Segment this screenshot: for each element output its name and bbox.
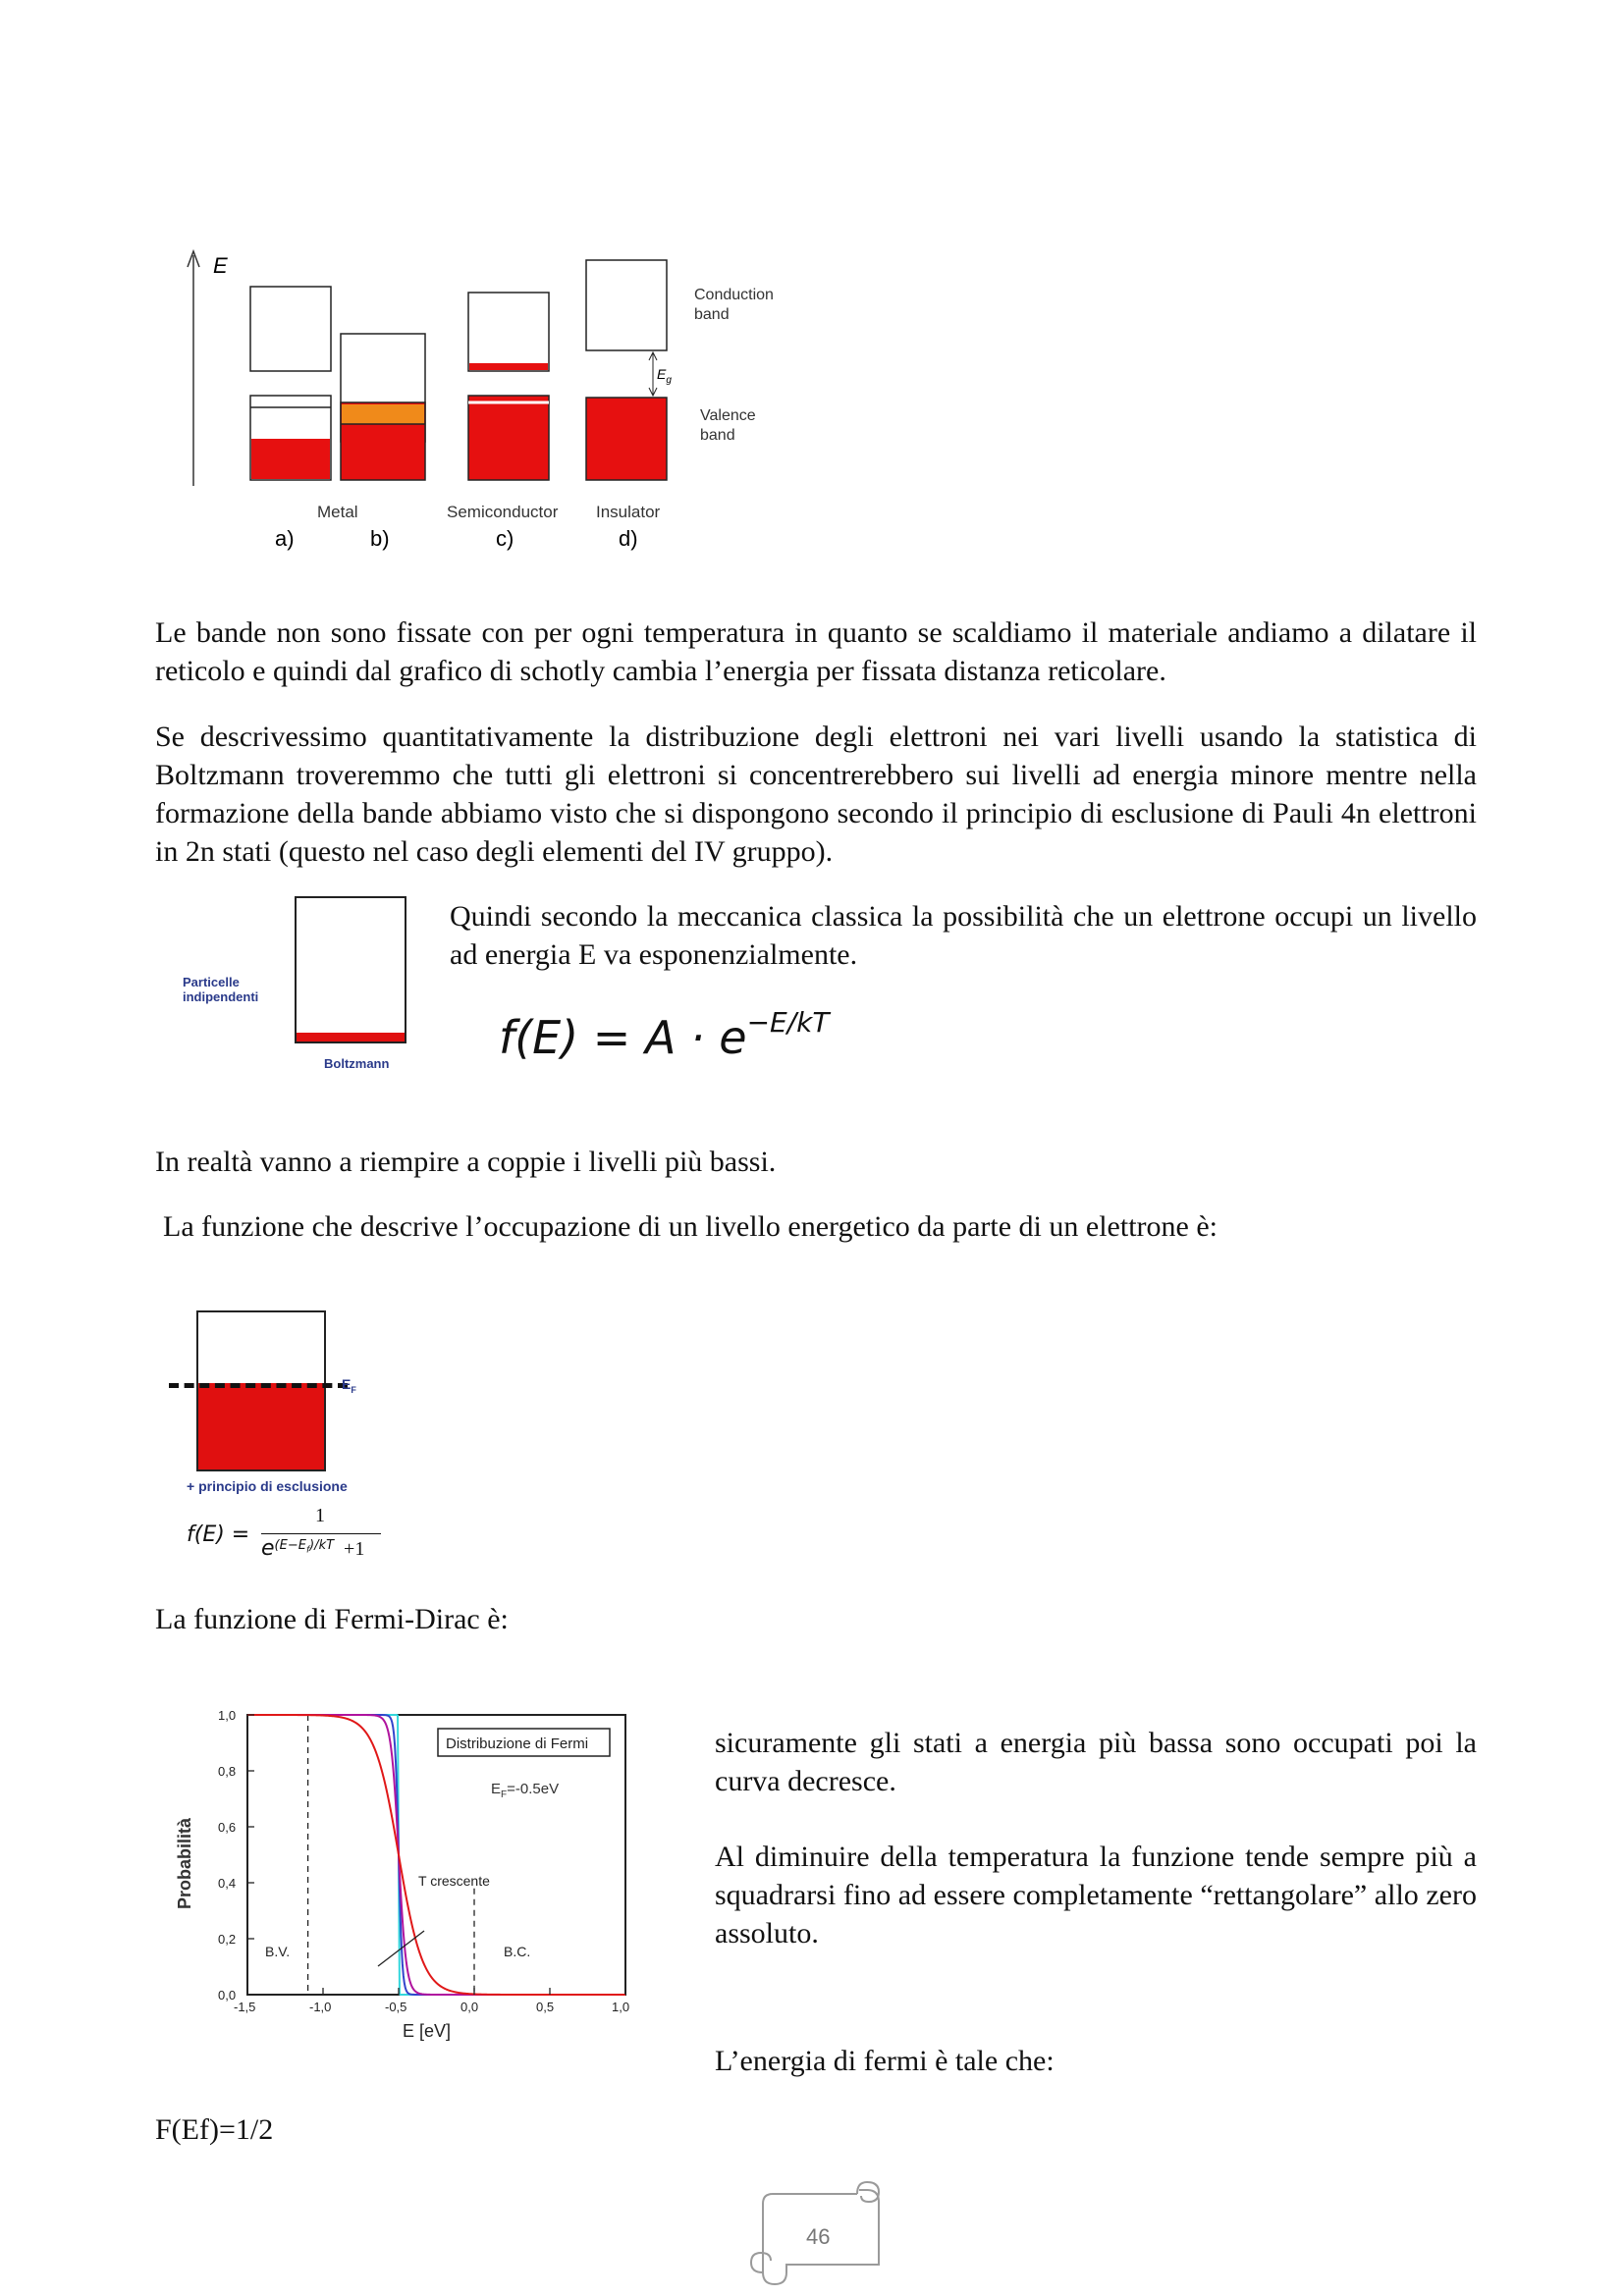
boltzmann-fill — [297, 1033, 405, 1041]
panel-letter-d: d) — [619, 526, 638, 551]
band-d-valence — [586, 398, 667, 480]
paragraph-pairs: In realtà vanno a riempire a coppie i livelli più bassi. — [155, 1146, 777, 1178]
paragraph-fermi-half: F(Ef)=1/2 — [155, 2113, 274, 2146]
band-b-overlap — [342, 404, 424, 424]
formula-exponent: −E/kT — [746, 1005, 830, 1039]
boltzmann-figure — [155, 888, 450, 1085]
boltzmann-left-label-1: Particelle — [183, 975, 240, 989]
ef-annotation: $E_F=-0.5eV$ — [491, 1781, 560, 1800]
band-c-excited — [469, 363, 548, 370]
boltzmann-bottom-label: Boltzmann — [324, 1056, 390, 1071]
band-a-fill — [251, 439, 330, 479]
fermi-formula-numerator: 1 — [315, 1505, 325, 1526]
fermi-dirac-chart — [167, 1703, 638, 2052]
fermi-box-figure — [155, 1301, 450, 1575]
x-tick-label: 1,0 — [612, 2000, 630, 2014]
panel-letter-b: b) — [370, 526, 390, 551]
boltzmann-box — [295, 896, 406, 1043]
paragraph-fermi-dirac: La funzione di Fermi-Dirac è: — [155, 1603, 509, 1635]
paragraph-fermi-energy: L’energia di fermi è tale che: — [715, 2045, 1055, 2077]
band-a-conduction — [250, 287, 331, 371]
fermi-box — [196, 1310, 326, 1471]
band-c-conduction — [468, 293, 549, 371]
paragraph-low-energy-states: sicuramente gli stati a energia più bassa sono occupati poi la curva decresce. — [715, 1727, 1477, 1797]
paragraph-temperature-decrease: Al diminuire della temperatura la funzione tende sempre più a squadrarsi fino ad essere completamente “rettangolare” allo zero assoluto. — [715, 1841, 1477, 1949]
paragraph-boltzmann-statistics: Se descrivessimo quantitativamente la distribuzione degli elettroni nei vari livelli usando la statistica di Boltzmann troveremmo che tutti gli elettroni si concentrerebbero sui livelli ad energia minore mentre nella formazione della bande abbiamo visto che si dispongono secondo il principio di esclusione di Pauli 4n elettroni in 2n stati (questo nel caso degli elementi del IV gruppo). — [155, 721, 1477, 868]
fermi-level-label: $E_F$ — [342, 1376, 356, 1395]
valence-label-2: band — [700, 427, 735, 444]
x-tick-label: -0,5 — [385, 2000, 407, 2014]
valence-label-1: Valence — [700, 407, 756, 424]
band-structure-figure — [172, 236, 795, 560]
paragraph-classical-mechanics: Quindi secondo la meccanica classica la possibilità che un elettrone occupi un livello ad energia E va esponenzialmente. — [450, 900, 1477, 971]
boltzmann-left-label-2: indipendenti — [183, 989, 259, 1004]
y-tick-label: 0,8 — [218, 1764, 237, 1779]
type-label-insulator: Insulator — [596, 503, 661, 521]
band-label-bc: B.C. — [504, 1944, 531, 1959]
x-tick-label: -1,0 — [309, 2000, 332, 2014]
panel-letter-c: c) — [496, 526, 514, 551]
fermi-level-line — [169, 1383, 348, 1388]
x-axis-label: E [eV] — [403, 2021, 452, 2041]
x-tick-label: 0,0 — [460, 2000, 479, 2014]
y-tick-label: 0,2 — [218, 1932, 237, 1947]
chart-title: Distribuzione di Fermi — [446, 1735, 589, 1752]
x-tick-label: 0,5 — [536, 2000, 555, 2014]
y-tick-label: 0,0 — [218, 1988, 237, 2002]
conduction-label-2: band — [694, 306, 730, 323]
x-tick-label: -1,5 — [234, 2000, 256, 2014]
page-number-scroll — [741, 2174, 898, 2287]
energy-axis-label: E — [213, 253, 228, 278]
paragraph-bands-temperature: Le bande non sono fissate con per ogni temperatura in quanto se scaldiamo il materiale andiamo a dilatare il reticolo e quindi dal grafico di schotly cambia l’energia per fissata distanza reticolare. — [155, 616, 1477, 687]
page-number: 46 — [806, 2224, 831, 2249]
type-label-semiconductor: Semiconductor — [447, 503, 559, 521]
paragraph-occupation-function: La funzione che descrive l’occupazione di un livello energetico da parte di un elettrone è: — [163, 1210, 1218, 1243]
fermi-formula-denominator: $e^{(E-E_f)/kT} +1$ — [261, 1536, 365, 1561]
y-tick-label: 0,4 — [218, 1876, 237, 1891]
fermi-fill — [198, 1383, 324, 1469]
band-d-conduction — [586, 260, 667, 350]
fermi-formula-bar — [261, 1533, 381, 1534]
fermi-formula-lhs: f(E) = — [187, 1522, 250, 1547]
fermi-box-caption: + principio di esclusione — [187, 1478, 348, 1494]
y-axis-label: Probabilità — [175, 1817, 194, 1909]
panel-letter-a: a) — [275, 526, 295, 551]
formula-lhs: f(E) — [499, 1011, 579, 1064]
formula-rhs: A · e — [644, 1011, 747, 1064]
band-c-valence — [468, 396, 549, 480]
t-crescente-annotation: T crescente — [418, 1873, 490, 1889]
band-label-bv: B.V. — [265, 1944, 291, 1959]
y-tick-label: 1,0 — [218, 1708, 237, 1723]
y-tick-label: 0,6 — [218, 1820, 237, 1835]
boltzmann-formula: $f(E) = A \cdot e^{-E/kT}$ — [499, 1005, 830, 1064]
type-label-metal: Metal — [317, 503, 358, 521]
gap-label: $E_g$ — [657, 366, 672, 386]
conduction-label-1: Conduction — [694, 287, 774, 303]
